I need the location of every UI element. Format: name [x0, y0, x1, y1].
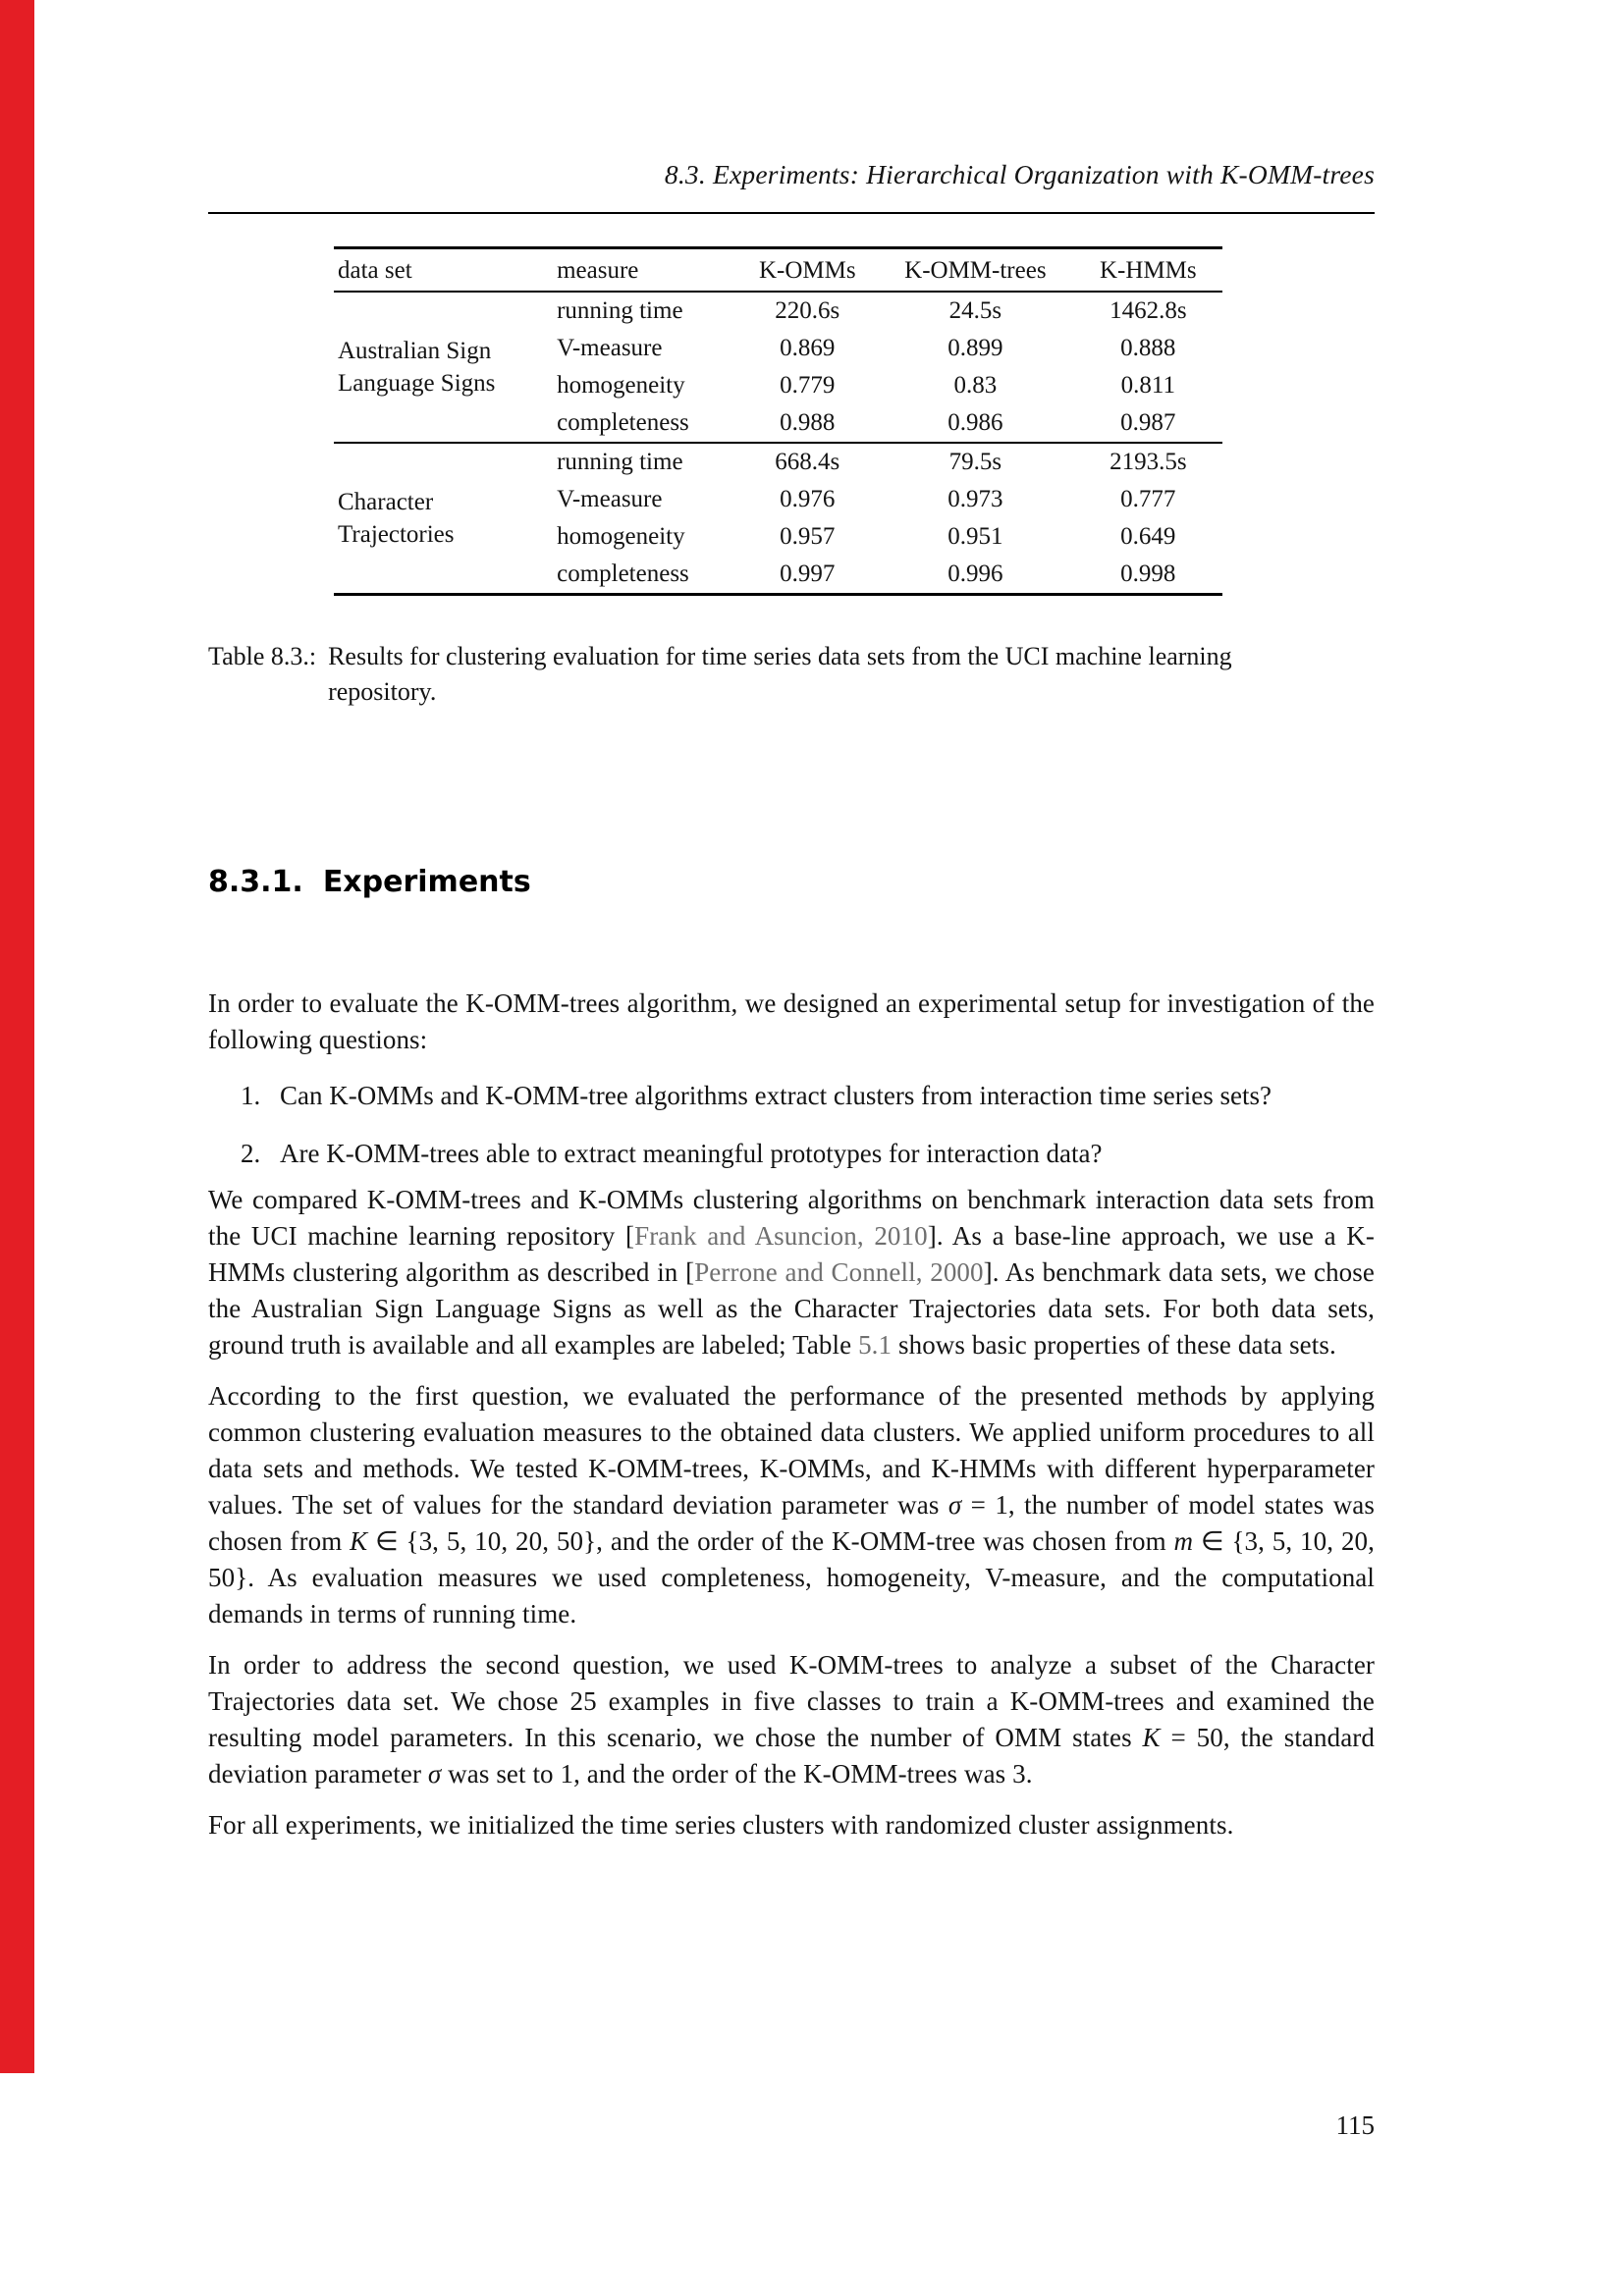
paragraph [208, 1647, 1375, 1792]
table-cell-value: 0.997 [780, 561, 836, 587]
results-table-header [334, 248, 1222, 293]
list-item-number: 2. [241, 1139, 261, 1168]
table-group [334, 292, 1222, 443]
table-cell-value: 1462.8s [1110, 297, 1187, 324]
table-cell-value: 2193.5s [1110, 449, 1187, 475]
section-number: 8.3.1. [208, 865, 303, 899]
question-list [208, 1078, 1375, 1172]
running-header: 8.3. Experiments: Hierarchical Organization with K-OMM-trees [664, 159, 1375, 189]
list-item-text: Can K-OMMs and K-OMM-tree algorithms extract clusters from interaction time series sets? [280, 1081, 1272, 1110]
table-cell-measure: completeness [557, 561, 689, 587]
table-cell-measure: V-measure [557, 335, 663, 361]
table-cell-value: 0.973 [947, 486, 1003, 512]
table-caption [208, 639, 1375, 710]
text-segment: = 1, the number of model states was chosen from [208, 1490, 1375, 1556]
citation-link[interactable]: Perrone and Connell, 2000 [694, 1257, 984, 1287]
table-cell-dataset: Character Trajectories [338, 489, 455, 548]
column-header: K-OMMs [758, 257, 856, 284]
header-rule [208, 212, 1375, 214]
table-cell-value: 24.5s [948, 297, 1002, 324]
column-header: K-OMM-trees [904, 257, 1047, 284]
table-cell-value: 0.986 [947, 409, 1003, 436]
table-cell-dataset: Australian Sign Language Signs [338, 338, 496, 397]
column-header: data set [338, 257, 412, 284]
section-title: Experiments [322, 865, 531, 899]
text-segment: We compared K-OMM-trees and K-OMMs clustering algorithms on benchmark interaction data sets from the UCI machine learning repository [ [208, 1185, 1375, 1251]
table-cell-value: 220.6s [775, 297, 840, 324]
table-cell-value: 0.996 [947, 561, 1003, 587]
red-edge-bar [0, 0, 34, 2073]
paragraph [208, 1807, 1375, 1843]
list-item [208, 1136, 1375, 1172]
table-cell-value: 668.4s [775, 449, 840, 475]
page-number: 115 [1335, 2110, 1375, 2140]
table-row [334, 443, 1222, 481]
text-segment: For all experiments, we initialized the time series clusters with randomized cluster assignments. [208, 1810, 1234, 1840]
math-var: σ [427, 1759, 442, 1789]
math-var: m [1173, 1526, 1194, 1556]
table-cell-value: 0.957 [780, 523, 836, 550]
text-segment: shows basic properties of these data sets. [892, 1330, 1336, 1360]
text-segment: In order to evaluate the K-OMM-trees algorithm, we designed an experimental setup for investigation of the following questions: [208, 988, 1375, 1054]
paragraph [208, 1182, 1375, 1363]
table-cell-value: 0.777 [1120, 486, 1176, 512]
table-caption-label: Table 8.3.: [208, 642, 317, 670]
list-item [208, 1078, 1375, 1114]
text-segment: was set to 1, and the order of the K-OMM-trees was 3. [441, 1759, 1033, 1789]
table-cell-value: 0.976 [780, 486, 836, 512]
citation-link[interactable]: Frank and Asuncion, 2010 [634, 1221, 928, 1251]
table-group [334, 443, 1222, 595]
table-cell-value: 0.888 [1120, 335, 1176, 361]
column-header: K-HMMs [1099, 257, 1197, 284]
citation-link[interactable]: 5.1 [858, 1330, 893, 1360]
table-cell-value: 0.951 [947, 523, 1003, 550]
math-var: K [1142, 1723, 1161, 1752]
results-table-wrapper [334, 246, 1222, 596]
table-row [334, 292, 1222, 330]
table-cell-value: 0.83 [953, 372, 998, 399]
table-cell-value: 0.649 [1120, 523, 1176, 550]
table-cell-measure: V-measure [557, 486, 663, 512]
table-cell-value: 79.5s [948, 449, 1002, 475]
table-cell-value: 0.899 [947, 335, 1003, 361]
column-header: measure [557, 257, 639, 284]
page-content [208, 0, 1375, 1843]
math-var: σ [947, 1490, 962, 1520]
table-cell-measure: homogeneity [557, 372, 685, 399]
list-item-number: 1. [241, 1081, 261, 1110]
text-segment: ∈ {3, 5, 10, 20, 50}. As evaluation measures we used completeness, homogeneity, V-measure, and the computational demands in terms of running time. [208, 1526, 1375, 1629]
table-cell-measure: running time [557, 449, 683, 475]
paragraph [208, 1378, 1375, 1632]
text-segment: In order to address the second question, we used K-OMM-trees to analyze a subset of the Character Trajectories data set. We chose 25 examples in five classes to train a K-OMM-trees and examined the resulting model parameters. In this scenario, we chose the number of OMM states [208, 1650, 1375, 1752]
table-cell-value: 0.779 [780, 372, 836, 399]
table-cell-value: 0.811 [1120, 372, 1175, 399]
text-segment: ∈ {3, 5, 10, 20, 50}, and the order of the K-OMM-tree was chosen from [367, 1526, 1174, 1556]
table-cell-value: 0.869 [780, 335, 836, 361]
text-segment: ]. As a base-line approach, we use a K-HMMs clustering algorithm as described in [ [208, 1221, 1375, 1287]
table-cell-value: 0.998 [1120, 561, 1176, 587]
paragraph [208, 986, 1375, 1058]
table-cell-value: 0.988 [780, 409, 836, 436]
section-heading [208, 865, 1375, 899]
math-var: K [350, 1526, 368, 1556]
table-caption-text: Results for clustering evaluation for time series data sets from the UCI machine learning repository. [328, 642, 1232, 706]
list-item-text: Are K-OMM-trees able to extract meaningful prototypes for interaction data? [280, 1139, 1103, 1168]
text-segment: = 50, the standard deviation parameter [208, 1723, 1375, 1789]
table-cell-measure: running time [557, 297, 683, 324]
text-segment: According to the first question, we evaluated the performance of the presented methods by applying common clustering evaluation measures to the obtained data clusters. We applied uniform procedures to all data sets and methods. We tested K-OMM-trees, K-OMMs, and K-HMMs with different hyperparameter values. The set of values for the standard deviation parameter was [208, 1381, 1375, 1520]
text-segment: ]. As benchmark data sets, we chose the Australian Sign Language Signs as well as the Character Trajectories data sets. For both data sets, ground truth is available and all examples are labeled; Table [208, 1257, 1375, 1360]
table-cell-measure: completeness [557, 409, 689, 436]
table-cell-value: 0.987 [1120, 409, 1176, 436]
table-cell-measure: homogeneity [557, 523, 685, 550]
results-table [334, 246, 1222, 596]
